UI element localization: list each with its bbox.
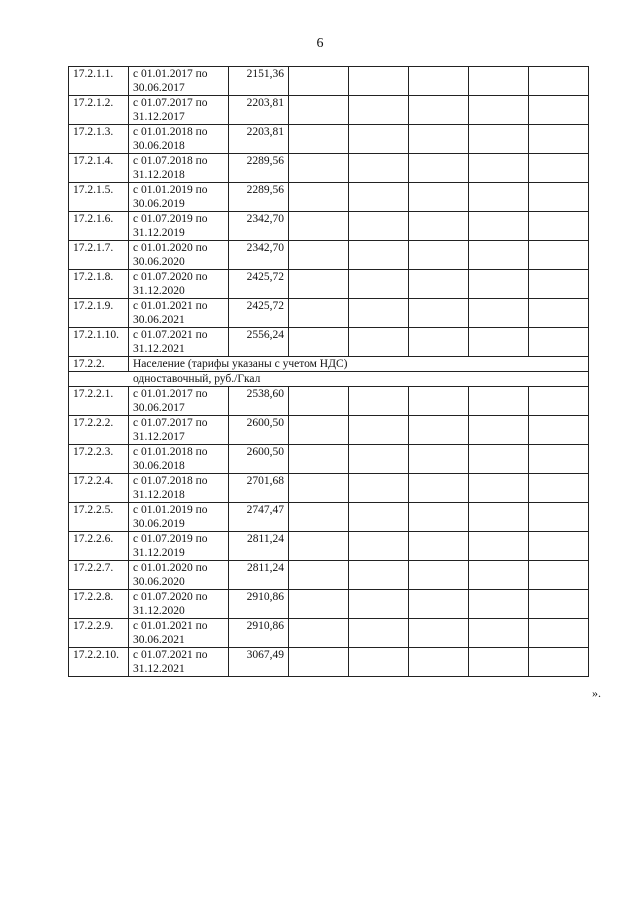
row-number: 17.2.2.4. (69, 474, 129, 503)
table-row (69, 416, 589, 445)
row-number: 17.2.1.5. (69, 183, 129, 212)
empty-cell (469, 212, 529, 241)
group-row-continued (69, 372, 589, 387)
empty-cell (289, 270, 349, 299)
empty-cell (349, 445, 409, 474)
empty-cell (349, 125, 409, 154)
table-row (69, 503, 589, 532)
empty-cell (529, 125, 589, 154)
empty-cell (409, 241, 469, 270)
row-value: 2203,81 (229, 125, 289, 154)
empty-cell (289, 503, 349, 532)
empty-cell (289, 416, 349, 445)
empty-cell (469, 67, 529, 96)
row-value: 2538,60 (229, 387, 289, 416)
row-period: с 01.07.2019 по 31.12.2019 (129, 212, 229, 241)
row-value: 2811,24 (229, 532, 289, 561)
row-value: 2556,24 (229, 328, 289, 357)
empty-cell (289, 619, 349, 648)
group-header-17-2-2 (69, 357, 589, 387)
table-row (69, 387, 589, 416)
empty-cell (409, 212, 469, 241)
table-row (69, 561, 589, 590)
empty-cell (469, 648, 529, 677)
empty-cell (529, 270, 589, 299)
empty-cell (289, 532, 349, 561)
table-row (69, 648, 589, 677)
row-number: 17.2.2.9. (69, 619, 129, 648)
empty-cell (529, 328, 589, 357)
table-row (69, 532, 589, 561)
row-number: 17.2.2.8. (69, 590, 129, 619)
empty-cell (529, 445, 589, 474)
row-number: 17.2.1.4. (69, 154, 129, 183)
row-period: с 01.01.2020 по 30.06.2020 (129, 561, 229, 590)
empty-cell (529, 96, 589, 125)
empty-cell (469, 125, 529, 154)
empty-cell (469, 445, 529, 474)
row-value: 2289,56 (229, 183, 289, 212)
row-period: с 01.07.2018 по 31.12.2018 (129, 474, 229, 503)
table-row (69, 590, 589, 619)
empty-cell (289, 154, 349, 183)
empty-cell (529, 212, 589, 241)
group-row (69, 357, 589, 372)
empty-cell (529, 387, 589, 416)
empty-cell (409, 590, 469, 619)
row-period: с 01.01.2021 по 30.06.2021 (129, 619, 229, 648)
empty-cell (529, 474, 589, 503)
empty-cell (349, 561, 409, 590)
empty-cell (289, 474, 349, 503)
empty-cell (349, 183, 409, 212)
empty-cell (409, 270, 469, 299)
empty-cell (409, 474, 469, 503)
row-number: 17.2.2.10. (69, 648, 129, 677)
empty-cell (289, 648, 349, 677)
empty-cell (529, 503, 589, 532)
row-period: с 01.07.2020 по 31.12.2020 (129, 270, 229, 299)
group-number: 17.2.2. (69, 357, 129, 372)
tariff-rows-group-2 (69, 387, 589, 677)
row-number: 17.2.2.5. (69, 503, 129, 532)
row-period: с 01.07.2021 по 31.12.2021 (129, 328, 229, 357)
row-period: с 01.01.2021 по 30.06.2021 (129, 299, 229, 328)
row-period: с 01.01.2018 по 30.06.2018 (129, 125, 229, 154)
empty-cell (529, 532, 589, 561)
empty-cell (469, 328, 529, 357)
empty-cell (409, 445, 469, 474)
table-row (69, 619, 589, 648)
table-row (69, 328, 589, 357)
table-row (69, 474, 589, 503)
empty-cell (289, 125, 349, 154)
empty-cell (529, 619, 589, 648)
empty-cell (409, 67, 469, 96)
tariff-rows-group-1 (69, 67, 589, 357)
empty-cell (409, 648, 469, 677)
row-number: 17.2.1.3. (69, 125, 129, 154)
empty-cell (409, 503, 469, 532)
row-number: 17.2.2.6. (69, 532, 129, 561)
row-number: 17.2.2.1. (69, 387, 129, 416)
table-row (69, 183, 589, 212)
empty-cell (349, 154, 409, 183)
empty-cell (469, 561, 529, 590)
row-period: с 01.07.2018 по 31.12.2018 (129, 154, 229, 183)
empty-cell (469, 241, 529, 270)
empty-cell (349, 590, 409, 619)
row-value: 2203,81 (229, 96, 289, 125)
group-title-line1: Население (тарифы указаны с учетом НДС) (129, 357, 589, 372)
row-period: с 01.07.2019 по 31.12.2019 (129, 532, 229, 561)
row-number: 17.2.1.7. (69, 241, 129, 270)
empty-cell (349, 648, 409, 677)
empty-cell (349, 416, 409, 445)
empty-cell (349, 474, 409, 503)
empty-cell (409, 387, 469, 416)
empty-cell (289, 387, 349, 416)
empty-cell (469, 532, 529, 561)
empty-cell (409, 96, 469, 125)
empty-cell (349, 270, 409, 299)
table-row (69, 96, 589, 125)
empty-cell (289, 445, 349, 474)
table-row (69, 299, 589, 328)
table-row (69, 67, 589, 96)
table-row (69, 445, 589, 474)
row-period: с 01.01.2020 по 30.06.2020 (129, 241, 229, 270)
table-row (69, 212, 589, 241)
empty-cell (349, 241, 409, 270)
row-number: 17.2.1.6. (69, 212, 129, 241)
tariff-table (68, 66, 589, 677)
empty-cell (349, 503, 409, 532)
empty-cell (409, 299, 469, 328)
empty-cell (529, 590, 589, 619)
row-value: 2342,70 (229, 212, 289, 241)
empty-cell (289, 561, 349, 590)
empty-cell (529, 561, 589, 590)
row-period: с 01.01.2019 по 30.06.2019 (129, 183, 229, 212)
empty-cell (409, 416, 469, 445)
row-period: с 01.01.2018 по 30.06.2018 (129, 445, 229, 474)
page-number: 6 (316, 36, 324, 51)
row-number: 17.2.1.2. (69, 96, 129, 125)
row-number: 17.2.1.9. (69, 299, 129, 328)
empty-cell (469, 270, 529, 299)
row-value: 2600,50 (229, 445, 289, 474)
row-period: с 01.07.2017 по 31.12.2017 (129, 416, 229, 445)
empty-cell (289, 183, 349, 212)
empty-cell (409, 125, 469, 154)
empty-cell (469, 590, 529, 619)
empty-cell (349, 619, 409, 648)
row-number: 17.2.1.8. (69, 270, 129, 299)
row-value: 2910,86 (229, 590, 289, 619)
empty-cell (469, 474, 529, 503)
table-row (69, 154, 589, 183)
empty-cell (289, 328, 349, 357)
empty-cell (529, 154, 589, 183)
empty-cell (349, 387, 409, 416)
row-number: 17.2.1.1. (69, 67, 129, 96)
empty-cell (409, 619, 469, 648)
row-number: 17.2.2.3. (69, 445, 129, 474)
row-value: 3067,49 (229, 648, 289, 677)
empty-cell (409, 154, 469, 183)
row-value: 2811,24 (229, 561, 289, 590)
empty-cell (469, 154, 529, 183)
row-period: с 01.01.2017 по 30.06.2017 (129, 67, 229, 96)
table-row (69, 125, 589, 154)
empty-cell (409, 532, 469, 561)
row-number: 17.2.1.10. (69, 328, 129, 357)
empty-cell (349, 67, 409, 96)
row-period: с 01.07.2021 по 31.12.2021 (129, 648, 229, 677)
empty-cell (349, 532, 409, 561)
empty-cell (289, 241, 349, 270)
group-title-line2: одноставочный, руб./Гкал (69, 372, 589, 387)
row-value: 2289,56 (229, 154, 289, 183)
empty-cell (529, 241, 589, 270)
empty-cell (529, 183, 589, 212)
empty-cell (289, 212, 349, 241)
empty-cell (409, 561, 469, 590)
empty-cell (469, 387, 529, 416)
row-value: 2342,70 (229, 241, 289, 270)
table-row (69, 241, 589, 270)
row-value: 2910,86 (229, 619, 289, 648)
empty-cell (349, 299, 409, 328)
empty-cell (289, 67, 349, 96)
empty-cell (529, 299, 589, 328)
empty-cell (469, 416, 529, 445)
empty-cell (529, 67, 589, 96)
row-period: с 01.07.2017 по 31.12.2017 (129, 96, 229, 125)
empty-cell (469, 96, 529, 125)
closing-quote-mark: ». (592, 686, 601, 700)
row-number: 17.2.2.2. (69, 416, 129, 445)
empty-cell (469, 619, 529, 648)
empty-cell (289, 299, 349, 328)
empty-cell (529, 648, 589, 677)
row-period: с 01.01.2017 по 30.06.2017 (129, 387, 229, 416)
empty-cell (349, 212, 409, 241)
row-period: с 01.01.2019 по 30.06.2019 (129, 503, 229, 532)
row-value: 2425,72 (229, 299, 289, 328)
row-number: 17.2.2.7. (69, 561, 129, 590)
row-value: 2151,36 (229, 67, 289, 96)
row-value: 2747,47 (229, 503, 289, 532)
empty-cell (349, 328, 409, 357)
empty-cell (409, 183, 469, 212)
empty-cell (469, 299, 529, 328)
row-value: 2701,68 (229, 474, 289, 503)
empty-cell (529, 416, 589, 445)
empty-cell (469, 503, 529, 532)
row-value: 2425,72 (229, 270, 289, 299)
empty-cell (289, 96, 349, 125)
table-row (69, 270, 589, 299)
row-value: 2600,50 (229, 416, 289, 445)
empty-cell (469, 183, 529, 212)
empty-cell (409, 328, 469, 357)
row-period: с 01.07.2020 по 31.12.2020 (129, 590, 229, 619)
empty-cell (349, 96, 409, 125)
empty-cell (289, 590, 349, 619)
